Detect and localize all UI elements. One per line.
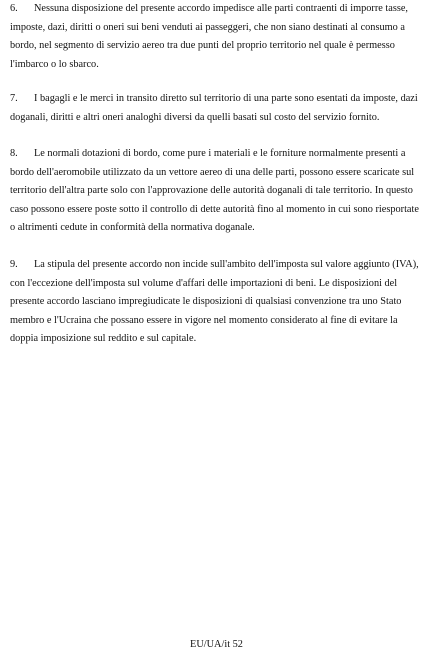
paragraph-number: 7. [10,93,18,104]
paragraph-6 [10,0,425,74]
paragraph-text: La stipula del presente accordo non incide sull'ambito dell'imposta sul valore aggiunto (IVA), con l'eccezione dell'imposta sul volume d'affari delle importazioni di beni. Le disposizioni del presente accordo lasciano impregiudicate le disposizioni di qualsiasi convenzione tra uno Stato membro e l'Ucraina che possano essere in vigore nel momento considerato al fine di evitare la doppia imposizione sul reddito e sul capitale. [10,259,419,345]
paragraph-9 [10,256,425,349]
paragraph-8 [10,145,425,238]
paragraph-number: 9. [10,259,18,270]
paragraph-number: 8. [10,148,18,159]
paragraph-text: I bagagli e le merci in transito diretto sul territorio di una parte sono esentati da imposte, dazi doganali, diritti e altri oneri analoghi diversi da quelli basati sul costo del servizio fornito. [10,93,418,123]
paragraph-text: Nessuna disposizione del presente accordo impedisce alle parti contraenti di imporre tasse, imposte, dazi, diritti o oneri sui beni venduti ai passeggeri, che non siano destinati al consumo a bordo, nel segmento di servizio aereo tra due punti del proprio territorio nel quale è permesso l'imbarco o lo sbarco. [10,3,408,70]
page-footer [0,638,433,652]
paragraph-7 [10,90,425,127]
paragraph-text: Le normali dotazioni di bordo, come pure i materiali e le forniture normalmente presenti a bordo dell'aeromobile utilizzato da un vettore aereo di una delle parti, possono essere scaricate sul territorio dell'altra parte solo con l'approvazione delle autorità doganali di tale territorio. In questo caso possono essere poste sotto il controllo di dette autorità fino al momento in cui sono riesportate o altrimenti cedute in conformità della normativa doganale. [10,148,419,234]
page-label: EU/UA/it 52 [190,639,243,650]
paragraph-number: 6. [10,3,18,14]
